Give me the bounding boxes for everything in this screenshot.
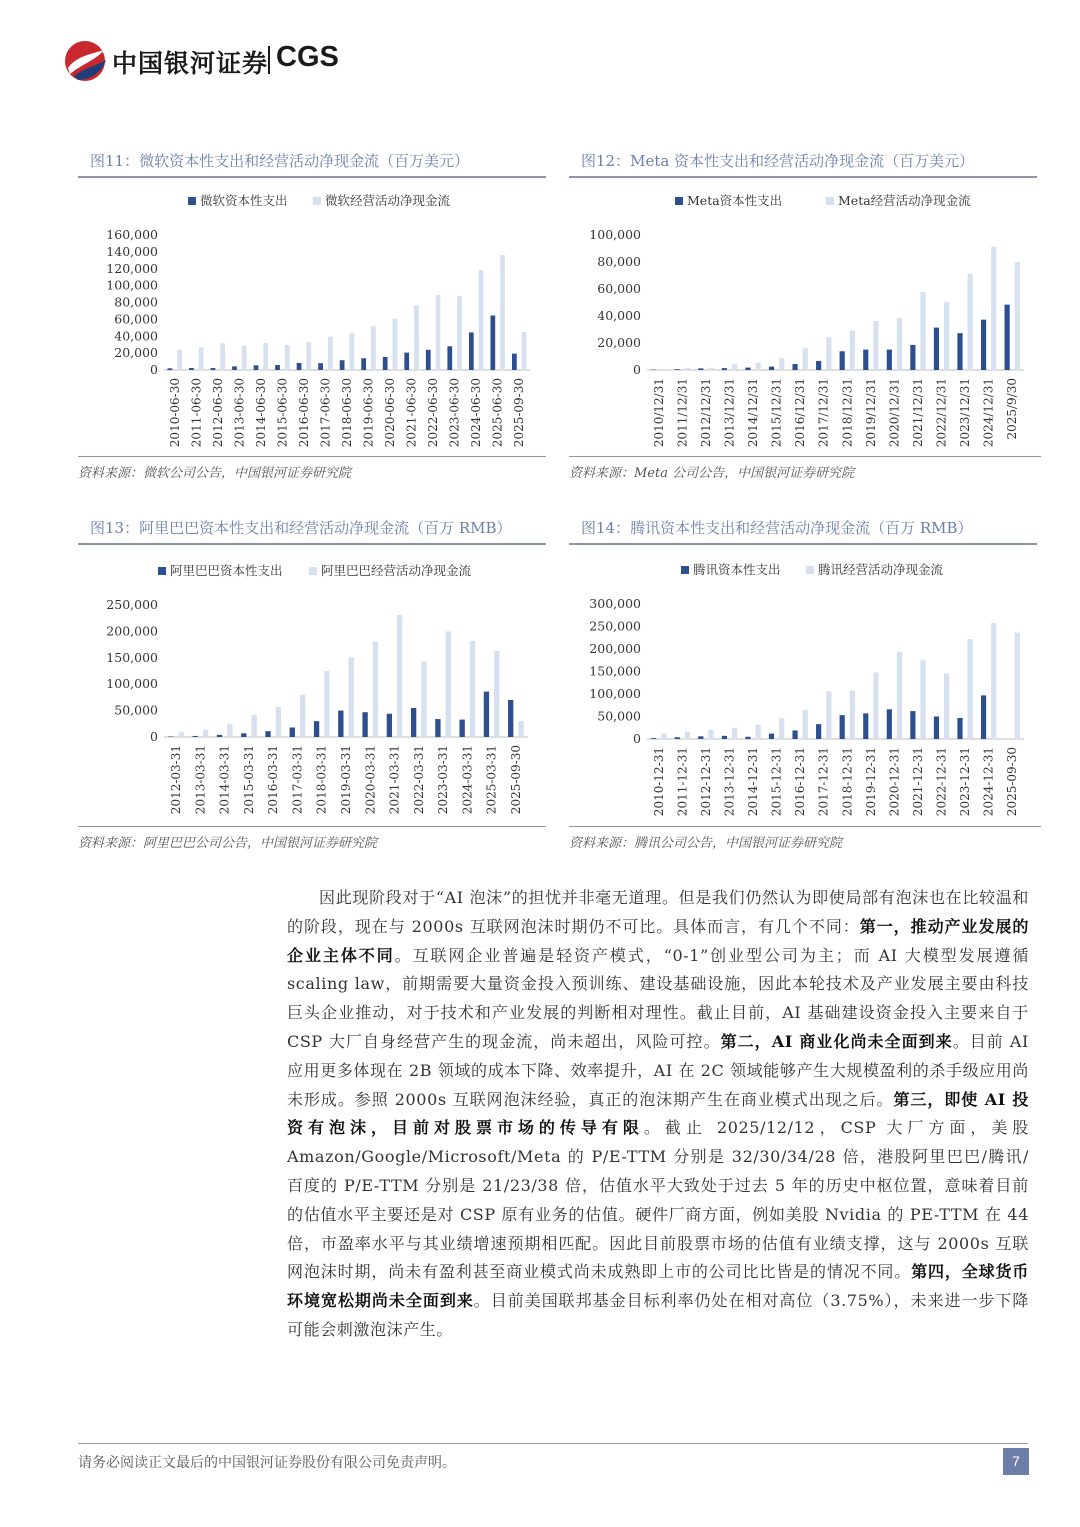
y-tick-label: 250,000 bbox=[589, 618, 641, 634]
x-tick-label: 2013-12-31 bbox=[722, 747, 737, 817]
bar-operating-cashflow bbox=[685, 732, 690, 739]
bar-capex bbox=[840, 351, 845, 370]
bar-operating-cashflow bbox=[920, 660, 925, 739]
bar-capex bbox=[290, 727, 295, 737]
brand-name-en: CGS bbox=[276, 41, 339, 73]
y-tick-label: 100,000 bbox=[589, 686, 641, 701]
y-tick-label: 140,000 bbox=[106, 243, 158, 259]
figure-12 bbox=[569, 150, 1037, 490]
y-tick-label: 20,000 bbox=[597, 335, 641, 350]
bar-capex bbox=[387, 714, 392, 737]
x-tick-label: 2023-06-30 bbox=[447, 378, 462, 448]
x-tick-label: 2015/12/31 bbox=[769, 378, 784, 448]
page-number: 7 bbox=[1003, 1448, 1029, 1475]
x-tick-label: 2019-06-30 bbox=[361, 378, 376, 448]
bar-operating-cashflow bbox=[306, 342, 311, 370]
bar-operating-cashflow bbox=[446, 631, 451, 737]
x-tick-label: 2024-06-30 bbox=[469, 378, 484, 448]
bar-operating-cashflow bbox=[177, 350, 182, 370]
x-tick-label: 2018-12-31 bbox=[840, 747, 855, 817]
bar-operating-cashflow bbox=[897, 652, 902, 739]
bar-operating-cashflow bbox=[324, 671, 329, 737]
bar-capex bbox=[459, 720, 464, 737]
x-tick-label: 2020-06-30 bbox=[383, 378, 398, 448]
figure-bottom-rule bbox=[569, 456, 1041, 457]
x-tick-label: 2010-12-31 bbox=[651, 747, 666, 817]
bar-operating-cashflow bbox=[944, 302, 949, 370]
y-tick-label: 60,000 bbox=[114, 311, 158, 327]
x-tick-label: 2014-12-31 bbox=[746, 747, 761, 817]
bar-operating-cashflow bbox=[500, 255, 505, 370]
x-tick-label: 2021-12-31 bbox=[910, 747, 925, 817]
bar-operating-cashflow bbox=[826, 691, 831, 739]
footer-rule bbox=[78, 1443, 1028, 1444]
bar-operating-cashflow bbox=[349, 657, 354, 737]
bar-capex bbox=[340, 360, 345, 370]
bar-operating-cashflow bbox=[873, 672, 878, 739]
bar-capex bbox=[435, 719, 440, 737]
body-paragraph bbox=[287, 884, 1029, 1345]
bar-capex bbox=[910, 345, 915, 370]
bar-capex bbox=[722, 368, 727, 370]
bar-capex bbox=[651, 738, 656, 739]
bar-operating-cashflow bbox=[708, 730, 713, 739]
bar-capex bbox=[698, 736, 703, 739]
y-tick-label: 80,000 bbox=[114, 294, 158, 310]
chart-meta bbox=[569, 180, 1041, 454]
bar-operating-cashflow bbox=[897, 318, 902, 370]
bar-capex bbox=[863, 713, 868, 739]
x-tick-label: 2023-03-31 bbox=[436, 745, 451, 815]
bar-capex bbox=[404, 353, 409, 370]
bar-capex bbox=[168, 368, 173, 370]
legend-label: 阿里巴巴资本性支出 bbox=[170, 563, 283, 578]
x-tick-label: 2025/9/30 bbox=[1005, 378, 1020, 440]
bar-capex bbox=[745, 368, 750, 370]
bar-operating-cashflow bbox=[850, 691, 855, 739]
bar-capex bbox=[484, 692, 489, 737]
x-tick-label: 2014/12/31 bbox=[746, 378, 761, 448]
x-tick-label: 2013-06-30 bbox=[232, 378, 247, 448]
bar-operating-cashflow bbox=[373, 642, 378, 737]
y-tick-label: 100,000 bbox=[106, 277, 158, 293]
y-tick-label: 200,000 bbox=[589, 641, 641, 656]
bar-operating-cashflow bbox=[251, 715, 256, 737]
x-tick-label: 2011-06-30 bbox=[189, 378, 204, 448]
figure-14 bbox=[569, 517, 1037, 857]
y-tick-label: 0 bbox=[150, 362, 158, 377]
bar-capex bbox=[769, 367, 774, 370]
x-tick-label: 2017/12/31 bbox=[816, 378, 831, 448]
bar-operating-cashflow bbox=[371, 326, 376, 370]
bar-capex bbox=[816, 361, 821, 370]
x-tick-label: 2011-12-31 bbox=[675, 747, 690, 817]
bar-capex bbox=[383, 357, 388, 370]
legend-label: 微软经营活动净现金流 bbox=[325, 193, 451, 208]
y-tick-label: 100,000 bbox=[589, 227, 641, 242]
bar-operating-cashflow bbox=[756, 725, 761, 739]
x-tick-label: 2025-09-30 bbox=[512, 378, 527, 448]
bar-operating-cashflow bbox=[991, 247, 996, 370]
analysis-paragraph: 因此现阶段对于“AI 泡沫”的担忧并非毫无道理。但是我们仍然认为即使局部有泡沫也在比较温和的阶段，现在与 2000s 互联网泡沫时期仍不可比。具体而言，有几个不同：第一，推动产业发展的企业主体不同。互联网企业普遍是轻资产模式，“0-1”创业型公司为主；而 AI 大模型发展遵循 scaling law，前期需要大量资金投入预训练、建设基础设施，因此本轮技术及产业发展主要由科技巨头企业推动，对于技术和产业发展的判断相对理性。截止目前，AI 基础建设资金投入主要来自于 CSP 大厂自身经营产生的现金流，尚未超出，风险可控。第二，AI 商业化尚未全面到来。目前 AI 应用更多体现在 2B 领域的成本下降、效率提升，AI 在 2C 领域能够产生大规模盈利的杀手级应用尚未形成。参照 2000s 互联网泡沫经验，真正的泡沫期产生在商业模式出现之后。第三，即使 AI 投资有泡沫，目前对股票市场的传导有限。截止 2025/12/12，CSP 大厂方面，美股 Amazon/Google/Microsoft/Meta 的 P/E-TTM 分别是 32/30/34/28 倍，港股阿里巴巴/腾讯/百度的 P/E-TTM 分别是 21/23/38 倍，估值水平大致处于过去 5 年的历史中枢位置，意味着目前的估值水平主要还是对 CSP 原有业务的估值。硬件厂商方面，例如美股 Nvidia 的 PE-TTM 在 44 倍，市盈率水平与其业绩增速预期相匹配。因此目前股票市场的估值有业绩支撑，这与 2000s 互联网泡沫时期，尚未有盈利甚至商业模式尚未成熟即上市的公司比比皆是的情况不同。第四，全球货币环境宽松期尚未全面到来。目前美国联邦基金目标利率仍处在相对高位（3.75%），未来进一步下降可能会刺激泡沫产生。 bbox=[287, 888, 1030, 1339]
bar-operating-cashflow bbox=[661, 734, 666, 739]
figure-top-rule bbox=[78, 543, 546, 545]
y-tick-label: 160,000 bbox=[106, 227, 158, 242]
bar-capex bbox=[840, 715, 845, 739]
x-tick-label: 2019-12-31 bbox=[863, 747, 878, 817]
x-tick-label: 2011/12/31 bbox=[675, 378, 690, 448]
legend-label: 腾讯经营活动净现金流 bbox=[818, 562, 944, 577]
bar-operating-cashflow bbox=[300, 695, 305, 737]
figure-source: 资料来源：Meta 公司公告，中国银河证券研究院 bbox=[569, 466, 855, 481]
x-tick-label: 2014-06-30 bbox=[253, 378, 268, 448]
bar-operating-cashflow bbox=[285, 345, 290, 370]
x-tick-label: 2018-06-30 bbox=[340, 378, 354, 448]
bar-operating-cashflow bbox=[470, 641, 475, 737]
bar-capex bbox=[508, 700, 513, 737]
bar-operating-cashflow bbox=[873, 321, 878, 370]
bar-capex bbox=[957, 333, 962, 370]
x-tick-label: 2021/12/31 bbox=[910, 378, 925, 448]
footer-disclaimer: 请务必阅读正文最后的中国银河证券股份有限公司免责声明。 bbox=[78, 1455, 456, 1471]
bar-operating-cashflow bbox=[263, 343, 268, 370]
bar-operating-cashflow bbox=[661, 369, 666, 370]
bar-capex bbox=[361, 358, 366, 370]
bar-capex bbox=[863, 350, 868, 370]
bar-operating-cashflow bbox=[414, 305, 419, 370]
bar-capex bbox=[232, 366, 237, 370]
bar-capex bbox=[469, 332, 474, 370]
x-tick-label: 2016-03-31 bbox=[266, 745, 281, 815]
bar-capex bbox=[887, 350, 892, 370]
x-tick-label: 2012-03-31 bbox=[169, 745, 184, 815]
figure-title: 图14：腾讯资本性支出和经营活动净现金流（百万 RMB） bbox=[581, 519, 973, 537]
bar-capex bbox=[193, 736, 198, 737]
x-tick-label: 2017-06-30 bbox=[318, 378, 333, 448]
legend-label: 腾讯资本性支出 bbox=[693, 562, 781, 577]
figure-bottom-rule bbox=[569, 826, 1041, 827]
bar-capex bbox=[168, 736, 173, 737]
x-tick-label: 2023/12/31 bbox=[958, 378, 973, 448]
bar-capex bbox=[314, 721, 319, 737]
figure-title: 图13：阿里巴巴资本性支出和经营活动净现金流（百万 RMB） bbox=[90, 519, 512, 537]
bar-operating-cashflow bbox=[457, 296, 462, 370]
bar-operating-cashflow bbox=[328, 337, 333, 370]
y-tick-label: 50,000 bbox=[597, 708, 641, 724]
y-tick-label: 120,000 bbox=[106, 260, 158, 276]
cgs-logo-icon bbox=[62, 38, 108, 84]
y-tick-label: 100,000 bbox=[106, 676, 158, 692]
bar-capex bbox=[816, 724, 821, 739]
bar-operating-cashflow bbox=[522, 332, 527, 370]
brand-name-cn: 中国银河证券 bbox=[112, 49, 269, 78]
y-tick-label: 50,000 bbox=[114, 702, 158, 718]
bar-capex bbox=[1005, 305, 1010, 370]
bar-operating-cashflow bbox=[1015, 262, 1020, 370]
bar-capex bbox=[447, 346, 452, 370]
legend-label: 阿里巴巴经营活动净现金流 bbox=[321, 563, 472, 578]
x-tick-label: 2012-12-31 bbox=[698, 747, 713, 817]
bar-capex bbox=[189, 368, 194, 370]
y-tick-label: 250,000 bbox=[106, 597, 158, 612]
bar-operating-cashflow bbox=[756, 363, 761, 370]
x-tick-label: 2018-03-31 bbox=[314, 745, 329, 815]
x-tick-label: 2013/12/31 bbox=[722, 378, 737, 448]
x-tick-label: 2022/12/31 bbox=[934, 378, 949, 448]
bar-operating-cashflow bbox=[421, 661, 426, 737]
x-tick-label: 2024/12/31 bbox=[981, 378, 996, 448]
bar-operating-cashflow bbox=[436, 295, 441, 370]
x-tick-label: 2025-09-30 bbox=[1005, 747, 1020, 817]
figure-top-rule bbox=[569, 543, 1037, 545]
x-tick-label: 2016/12/31 bbox=[793, 378, 808, 448]
bar-capex bbox=[934, 717, 939, 740]
bar-capex bbox=[254, 365, 259, 370]
y-tick-label: 0 bbox=[150, 729, 158, 744]
bar-capex bbox=[722, 736, 727, 739]
legend-label: Meta资本性支出 bbox=[687, 193, 783, 208]
figure-13 bbox=[78, 517, 546, 857]
figure-top-rule bbox=[78, 176, 546, 178]
bar-operating-cashflow bbox=[991, 623, 996, 739]
bar-capex bbox=[241, 733, 246, 737]
legend-swatch bbox=[681, 566, 689, 574]
bar-capex bbox=[887, 709, 892, 739]
bar-capex bbox=[362, 712, 367, 737]
legend-label: Meta经营活动净现金流 bbox=[838, 193, 971, 208]
bar-capex bbox=[910, 711, 915, 739]
bar-capex bbox=[426, 350, 431, 370]
bar-capex bbox=[957, 718, 962, 739]
bar-capex bbox=[675, 369, 680, 370]
x-tick-label: 2025-06-30 bbox=[490, 378, 505, 448]
y-tick-label: 80,000 bbox=[597, 254, 641, 269]
bar-operating-cashflow bbox=[968, 639, 973, 739]
bar-operating-cashflow bbox=[479, 270, 484, 370]
figure-source: 资料来源：阿里巴巴公司公告，中国银河证券研究院 bbox=[78, 836, 378, 851]
x-tick-label: 2010/12/31 bbox=[651, 378, 666, 448]
bar-capex bbox=[217, 735, 222, 737]
y-tick-label: 40,000 bbox=[114, 328, 158, 344]
bar-operating-cashflow bbox=[685, 368, 690, 370]
bar-capex bbox=[981, 695, 986, 739]
chart-tencent bbox=[569, 547, 1041, 823]
bar-capex bbox=[490, 315, 495, 370]
bar-capex bbox=[318, 363, 323, 370]
x-tick-label: 2017-12-31 bbox=[816, 747, 831, 817]
x-tick-label: 2025-03-31 bbox=[484, 745, 499, 815]
bar-operating-cashflow bbox=[850, 330, 855, 370]
x-tick-label: 2017-03-31 bbox=[290, 745, 305, 815]
bar-capex bbox=[675, 737, 680, 739]
bar-operating-cashflow bbox=[179, 732, 184, 737]
bar-operating-cashflow bbox=[276, 707, 281, 737]
y-tick-label: 60,000 bbox=[597, 281, 641, 296]
bar-capex bbox=[792, 730, 797, 739]
bar-operating-cashflow bbox=[397, 615, 402, 737]
bar-capex bbox=[411, 708, 416, 737]
bar-operating-cashflow bbox=[968, 274, 973, 370]
y-tick-label: 0 bbox=[633, 362, 641, 377]
legend-swatch bbox=[675, 197, 683, 205]
bar-operating-cashflow bbox=[518, 721, 523, 737]
y-tick-label: 40,000 bbox=[597, 308, 641, 323]
y-tick-label: 200,000 bbox=[106, 623, 158, 639]
y-tick-label: 300,000 bbox=[589, 596, 641, 611]
bar-operating-cashflow bbox=[779, 358, 784, 370]
figure-bottom-rule bbox=[78, 826, 546, 827]
header-logo bbox=[62, 38, 362, 84]
x-tick-label: 2020-03-31 bbox=[363, 745, 378, 815]
x-tick-label: 2024-12-31 bbox=[981, 747, 996, 817]
bar-capex bbox=[512, 354, 517, 370]
bar-operating-cashflow bbox=[803, 710, 808, 739]
x-tick-label: 2015-03-31 bbox=[241, 745, 256, 815]
bar-capex bbox=[792, 364, 797, 370]
legend-swatch bbox=[188, 197, 196, 205]
x-tick-label: 2019-03-31 bbox=[339, 745, 353, 815]
bar-capex bbox=[745, 737, 750, 739]
figure-top-rule bbox=[569, 176, 1037, 178]
y-tick-label: 150,000 bbox=[106, 649, 158, 665]
x-tick-label: 2021-06-30 bbox=[404, 378, 419, 448]
bar-operating-cashflow bbox=[227, 724, 232, 737]
bar-operating-cashflow bbox=[1015, 633, 1020, 739]
x-tick-label: 2023-12-31 bbox=[958, 747, 973, 817]
x-tick-label: 2018/12/31 bbox=[840, 378, 855, 448]
bar-operating-cashflow bbox=[199, 347, 204, 370]
x-tick-label: 2022-06-30 bbox=[426, 378, 441, 448]
bar-operating-cashflow bbox=[203, 730, 208, 737]
x-tick-label: 2013-03-31 bbox=[193, 745, 208, 815]
figure-11 bbox=[78, 150, 546, 490]
bar-operating-cashflow bbox=[779, 718, 784, 739]
x-tick-label: 2020/12/31 bbox=[887, 378, 902, 448]
bar-capex bbox=[981, 320, 986, 370]
x-tick-label: 2012-06-30 bbox=[210, 378, 225, 448]
bar-operating-cashflow bbox=[944, 673, 949, 739]
bar-capex bbox=[769, 734, 774, 739]
figure-bottom-rule bbox=[78, 456, 546, 457]
bar-operating-cashflow bbox=[920, 292, 925, 370]
legend-swatch bbox=[158, 567, 166, 575]
y-tick-label: 20,000 bbox=[114, 345, 158, 361]
bar-capex bbox=[297, 363, 302, 370]
bar-capex bbox=[934, 328, 939, 370]
bar-operating-cashflow bbox=[350, 333, 355, 370]
bar-operating-cashflow bbox=[494, 651, 499, 737]
x-tick-label: 2021-03-31 bbox=[387, 745, 402, 815]
x-tick-label: 2014-03-31 bbox=[217, 745, 232, 815]
x-tick-label: 2020-12-31 bbox=[887, 747, 902, 817]
bar-operating-cashflow bbox=[803, 348, 808, 370]
x-tick-label: 2022-03-31 bbox=[411, 745, 426, 815]
x-tick-label: 2015-12-31 bbox=[769, 747, 784, 817]
y-tick-label: 0 bbox=[633, 731, 641, 746]
legend-label: 微软资本性支出 bbox=[200, 193, 288, 208]
brand-separator bbox=[268, 46, 270, 74]
chart-alibaba bbox=[78, 547, 546, 823]
x-tick-label: 2024-03-31 bbox=[460, 745, 475, 815]
legend-swatch bbox=[826, 197, 834, 205]
bar-capex bbox=[338, 711, 343, 737]
x-tick-label: 2010-06-30 bbox=[167, 378, 182, 448]
chart-microsoft bbox=[78, 180, 546, 454]
legend-swatch bbox=[313, 197, 321, 205]
bar-capex bbox=[698, 368, 703, 370]
x-tick-label: 2025-09-30 bbox=[508, 745, 523, 815]
bar-capex bbox=[211, 368, 216, 370]
bar-capex bbox=[265, 731, 270, 737]
bar-operating-cashflow bbox=[826, 337, 831, 370]
figure-title: 图11：微软资本性支出和经营活动净现金流（百万美元） bbox=[90, 152, 470, 170]
bar-capex bbox=[275, 365, 280, 370]
x-tick-label: 2022-12-31 bbox=[934, 747, 949, 817]
bar-operating-cashflow bbox=[732, 364, 737, 370]
figure-source: 资料来源：微软公司公告，中国银河证券研究院 bbox=[78, 466, 352, 481]
x-tick-label: 2012/12/31 bbox=[698, 378, 713, 448]
x-tick-label: 2016-12-31 bbox=[793, 747, 808, 817]
legend-swatch bbox=[309, 567, 317, 575]
x-tick-label: 2016-06-30 bbox=[296, 378, 311, 448]
bar-operating-cashflow bbox=[220, 343, 225, 370]
y-tick-label: 150,000 bbox=[589, 663, 641, 679]
bar-operating-cashflow bbox=[732, 728, 737, 739]
x-tick-label: 2019/12/31 bbox=[863, 378, 878, 448]
bar-operating-cashflow bbox=[393, 319, 398, 370]
legend-swatch bbox=[806, 566, 814, 574]
figure-source: 资料来源：腾讯公司公告，中国银河证券研究院 bbox=[569, 836, 843, 851]
figure-title: 图12：Meta 资本性支出和经营活动净现金流（百万美元） bbox=[581, 152, 975, 170]
bar-operating-cashflow bbox=[242, 346, 247, 370]
x-tick-label: 2015-06-30 bbox=[275, 378, 290, 448]
bar-operating-cashflow bbox=[708, 368, 713, 370]
